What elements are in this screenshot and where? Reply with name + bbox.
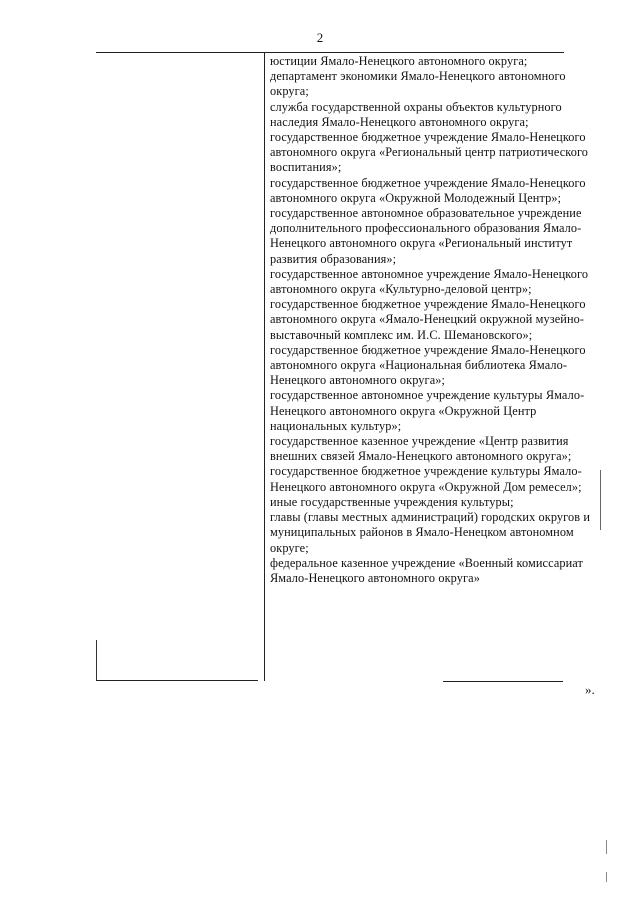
- list-item: государственное автономное образовательное учреждение дополнительного профессионального образования Ямало-Ненецкого автономного округа «Региональный институт развития образования»;: [270, 206, 582, 266]
- table-left-border-fragment: [96, 640, 97, 681]
- page-number: 2: [316, 30, 324, 45]
- list-item: иные государственные учреждения культуры;: [270, 494, 514, 509]
- list-item: государственное автономное учреждение культуры Ямало-Ненецкого автономного округа «Окружной Центр национальных культур»;: [270, 388, 585, 433]
- scan-artifact: [606, 840, 607, 854]
- list-item: государственное бюджетное учреждение Ямало-Ненецкого автономного округа «Ямало-Ненецкий окружной музейно-выставочный комплекс им. И.С. Шемановского»;: [270, 297, 586, 342]
- list-item: служба государственной охраны объектов культурного наследия Ямало-Ненецкого автономного округа;: [270, 99, 562, 129]
- table-bottom-border-left: [96, 680, 258, 681]
- list-item: государственное автономное учреждение Ямало-Ненецкого автономного округа «Культурно-деловой центр»;: [270, 266, 589, 297]
- scan-artifact: [606, 872, 607, 882]
- list-item: государственное бюджетное учреждение культуры Ямало-Ненецкого автономного округа «Окружной Дом ремесел»;: [270, 464, 582, 494]
- list-item: федеральное казенное учреждение «Военный комиссариат Ямало-Ненецкого автономного округа»: [270, 555, 584, 585]
- list-item: государственное бюджетное учреждение Ямало-Ненецкого автономного округа «Региональный центр патриотического воспитания»;: [270, 130, 589, 175]
- list-item: государственное казенное учреждение «Центр развития внешних связей Ямало-Ненецкого автономного округа»;: [270, 434, 572, 464]
- table-column-divider: [264, 53, 265, 681]
- list-item: главы (главы местных администраций) городских округов и муниципальных районов в Ямало-Ненецком автономном округе;: [270, 510, 591, 555]
- list-item: государственное бюджетное учреждение Ямало-Ненецкого автономного округа «Национальная библиотека Ямало-Ненецкого автономного округа»;: [270, 342, 586, 388]
- list-item: департамент экономики Ямало-Ненецкого автономного округа;: [270, 69, 566, 99]
- scan-edge-line: [600, 470, 601, 530]
- table-bottom-border-right: [443, 681, 563, 682]
- list-item: юстиции Ямало-Ненецкого автономного округа;: [270, 54, 528, 68]
- recipient-list: [270, 54, 600, 586]
- table-top-border: [96, 52, 564, 53]
- closing-quote-mark: ».: [585, 682, 595, 697]
- list-item: государственное бюджетное учреждение Ямало-Ненецкого автономного округа «Окружной Молодежный Центр»;: [270, 175, 586, 205]
